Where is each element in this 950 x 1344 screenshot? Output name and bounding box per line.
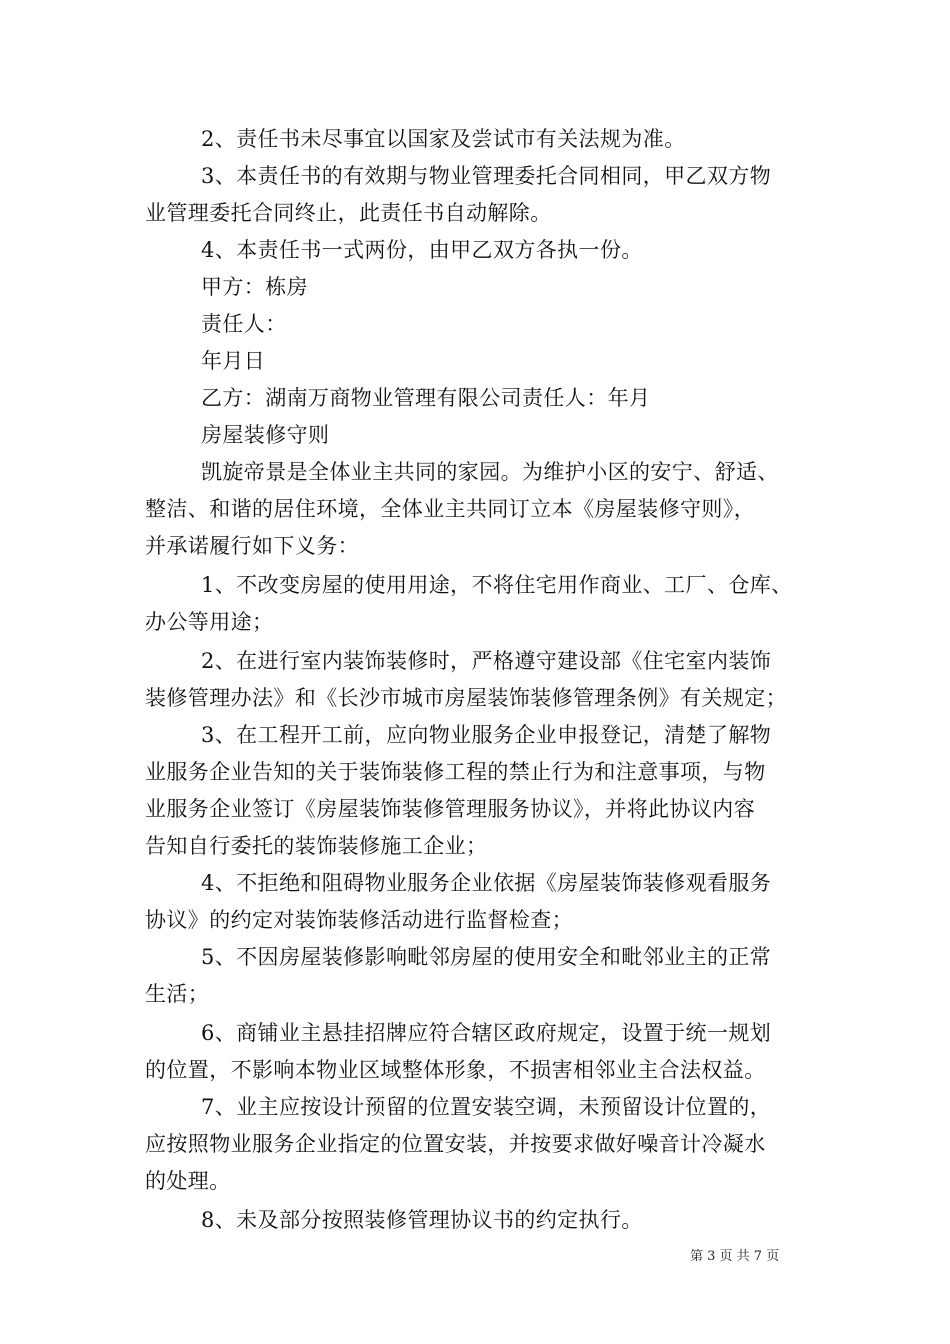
paragraph-line: 并承诺履行如下义务： — [145, 534, 359, 558]
paragraph-line: 凯旋帝景是全体业主共同的家园。为维护小区的安宁、舒适、 — [201, 460, 779, 484]
paragraph-line: 告知自行委托的装饰装修施工企业； — [145, 834, 488, 858]
paragraph-line: 的处理。 — [145, 1169, 231, 1193]
paragraph-line: 6、商铺业主悬挂招牌应符合辖区政府规定，设置于统一规划 — [201, 1021, 772, 1045]
paragraph-line: 业服务企业签订《房屋装饰装修管理服务协议》，并将此协议内容 — [145, 797, 756, 821]
paragraph-line: 的位置，不影响本物业区域整体形象，不损害相邻业主合法权益。 — [145, 1058, 766, 1082]
paragraph-line: 3、本责任书的有效期与物业管理委托合同相同，甲乙双方物 — [201, 164, 772, 188]
party-a-line: 甲方：栋房 — [201, 275, 308, 299]
date-line: 年月日 — [201, 349, 266, 373]
paragraph-line: 1、不改变房屋的使用用途，不将住宅用作商业、工厂、仓库、 — [201, 573, 793, 597]
paragraph-line: 装修管理办法》和《长沙市城市房屋装饰装修管理条例》有关规定； — [145, 686, 787, 710]
paragraph-line: 7、业主应按设计预留的位置安装空调，未预留设计位置的， — [201, 1095, 772, 1119]
paragraph-line: 生活； — [145, 982, 210, 1006]
paragraph-line: 应按照物业服务企业指定的位置安装，并按要求做好噪音计冷凝水 — [145, 1132, 766, 1156]
paragraph-line: 业管理委托合同终止，此责任书自动解除。 — [145, 201, 552, 225]
paragraph-line: 5、不因房屋装修影响毗邻房屋的使用安全和毗邻业主的正常 — [201, 945, 772, 969]
page-number: 第 3 页 共 7 页 — [690, 1249, 780, 1264]
paragraph-line: 业服务企业告知的关于装饰装修工程的禁止行为和注意事项，与物 — [145, 760, 766, 784]
section-title: 房屋装修守则 — [201, 423, 330, 447]
paragraph-line: 8、未及部分按照装修管理协议书的约定执行。 — [201, 1208, 643, 1232]
paragraph-line: 4、本责任书一式两份，由甲乙双方各执一份。 — [201, 238, 643, 262]
paragraph-line: 2、在进行室内装饰装修时，严格遵守建设部《住宅室内装饰 — [201, 649, 772, 673]
paragraph-line: 办公等用途； — [145, 610, 274, 634]
paragraph-line: 4、不拒绝和阻碍物业服务企业依据《房屋装饰装修观看服务 — [201, 871, 772, 895]
paragraph-line: 3、在工程开工前，应向物业服务企业申报登记，清楚了解物 — [201, 723, 772, 747]
party-b-line: 乙方：湖南万商物业管理有限公司责任人：年月 — [201, 386, 651, 410]
responsible-person-line: 责任人： — [201, 312, 287, 336]
document-body — [145, 121, 810, 1239]
paragraph-line: 2、责任书未尽事宜以国家及尝试市有关法规为准。 — [201, 127, 686, 151]
paragraph-line: 协议》的约定对装饰装修活动进行监督检查； — [145, 908, 573, 932]
paragraph-line: 整洁、和谐的居住环境，全体业主共同订立本《房屋装修守则》， — [145, 497, 756, 521]
